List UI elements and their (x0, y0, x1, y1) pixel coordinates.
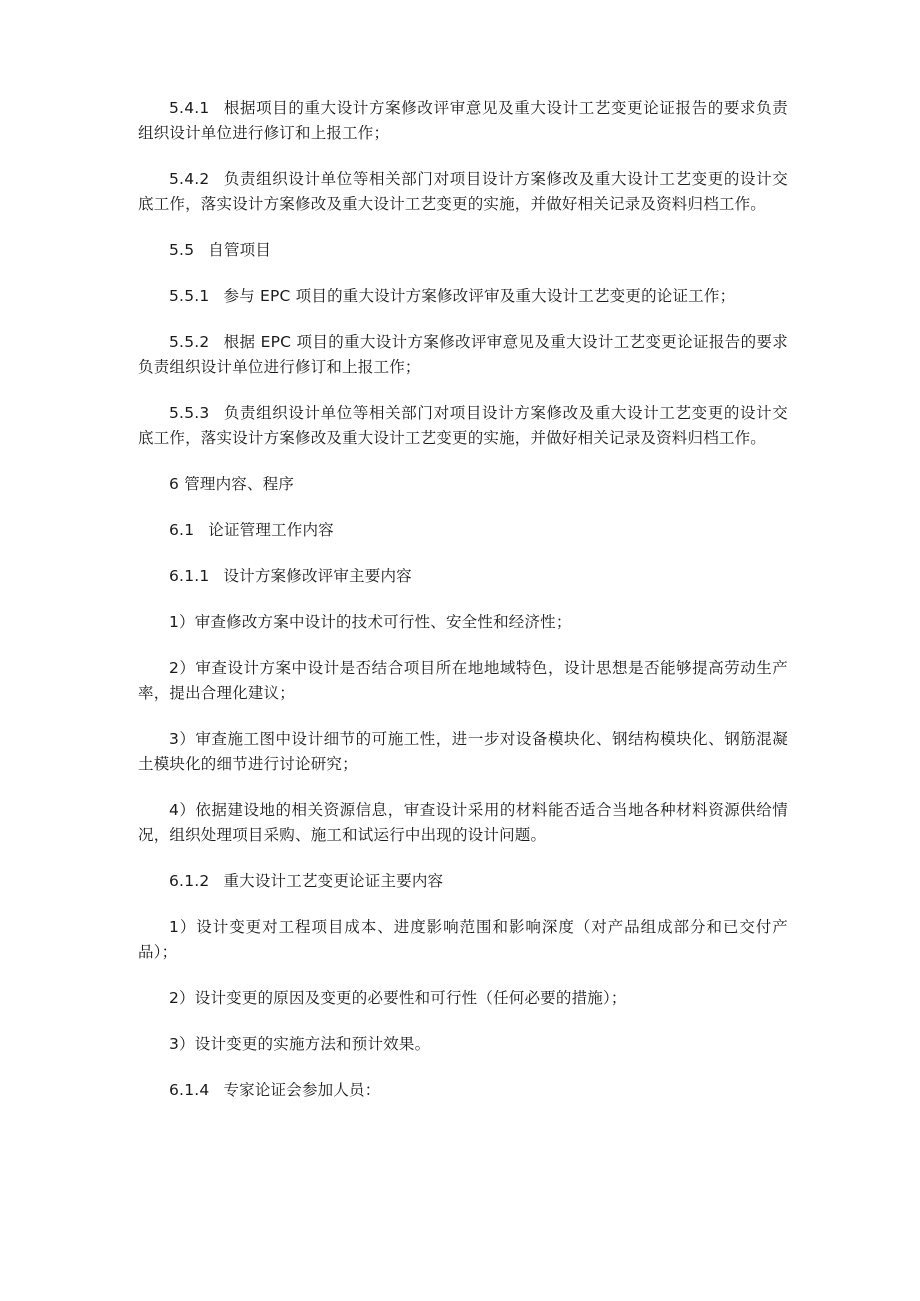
paragraph-5-5-2 (138, 330, 788, 380)
paragraph-5-4-1 (138, 96, 788, 146)
heading-6-1-1 (138, 564, 788, 589)
paragraph-text: 负责组织设计单位等相关部门对项目设计方案修改及重大设计工艺变更的设计交底工作，落实设计方案修改及重大设计工艺变更的实施，并做好相关记录及资料归档工作。 (138, 170, 788, 213)
heading-text: 设计方案修改评审主要内容 (223, 567, 412, 585)
heading-5-5 (138, 238, 788, 263)
section-number: 5.5 (169, 241, 195, 259)
list-item-6-1-2-1 (138, 915, 788, 965)
list-item-text: 1）设计变更对工程项目成本、进度影响范围和影响深度（对产品组成部分和已交付产品）； (138, 918, 788, 961)
heading-text: 论证管理工作内容 (208, 521, 334, 539)
heading-text: 6 管理内容、程序 (169, 475, 295, 493)
paragraph-5-4-2 (138, 167, 788, 217)
paragraph-5-5-1 (138, 284, 788, 309)
section-number: 6.1.4 (169, 1081, 210, 1099)
list-item-6-1-1-4 (138, 798, 788, 848)
heading-text: 自管项目 (208, 241, 272, 259)
section-number: 5.5.3 (169, 404, 210, 422)
list-item-6-1-1-3 (138, 727, 788, 777)
list-item-6-1-2-2 (138, 986, 788, 1011)
paragraph-5-5-3 (138, 401, 788, 451)
list-item-text: 3）审查施工图中设计细节的可施工性，进一步对设备模块化、钢结构模块化、钢筋混凝土模块化的细节进行讨论研究； (138, 730, 788, 773)
heading-6-1 (138, 518, 788, 543)
list-item-text: 2）设计变更的原因及变更的必要性和可行性（任何必要的措施）； (169, 989, 627, 1007)
list-item-text: 3）设计变更的实施方法和预计效果。 (169, 1035, 431, 1053)
section-number: 5.4.1 (169, 99, 210, 117)
paragraph-text: 负责组织设计单位等相关部门对项目设计方案修改及重大设计工艺变更的设计交底工作，落实设计方案修改及重大设计工艺变更的实施，并做好相关记录及资料归档工作。 (138, 404, 788, 447)
section-number: 6.1 (169, 521, 195, 539)
section-number: 5.4.2 (169, 170, 210, 188)
section-number: 5.5.1 (169, 287, 210, 305)
list-item-text: 1）审查修改方案中设计的技术可行性、安全性和经济性； (169, 613, 572, 631)
paragraph-text: 根据项目的重大设计方案修改评审意见及重大设计工艺变更论证报告的要求负责组织设计单位进行修订和上报工作； (138, 99, 788, 142)
section-number: 6.1.1 (169, 567, 210, 585)
section-number: 5.5.2 (169, 333, 210, 351)
heading-text: 专家论证会参加人员： (223, 1081, 381, 1099)
heading-text: 重大设计工艺变更论证主要内容 (223, 872, 444, 890)
list-item-6-1-1-1 (138, 610, 788, 635)
heading-6-1-2 (138, 869, 788, 894)
list-item-6-1-1-2 (138, 656, 788, 706)
paragraph-text: 参与 EPC 项目的重大设计方案修改评审及重大设计工艺变更的论证工作； (223, 287, 736, 305)
paragraph-text: 根据 EPC 项目的重大设计方案修改评审意见及重大设计工艺变更论证报告的要求负责组织设计单位进行修订和上报工作； (138, 333, 788, 376)
list-item-6-1-2-3 (138, 1032, 788, 1057)
section-number: 6.1.2 (169, 872, 210, 890)
heading-6-1-4 (138, 1078, 788, 1103)
list-item-text: 4）依据建设地的相关资源信息，审查设计采用的材料能否适合当地各种材料资源供给情况，组织处理项目采购、施工和试运行中出现的设计问题。 (138, 801, 788, 844)
document-body (138, 96, 788, 1124)
heading-6 (138, 472, 788, 497)
list-item-text: 2）审查设计方案中设计是否结合项目所在地地域特色，设计思想是否能够提高劳动生产率，提出合理化建议； (138, 659, 788, 702)
